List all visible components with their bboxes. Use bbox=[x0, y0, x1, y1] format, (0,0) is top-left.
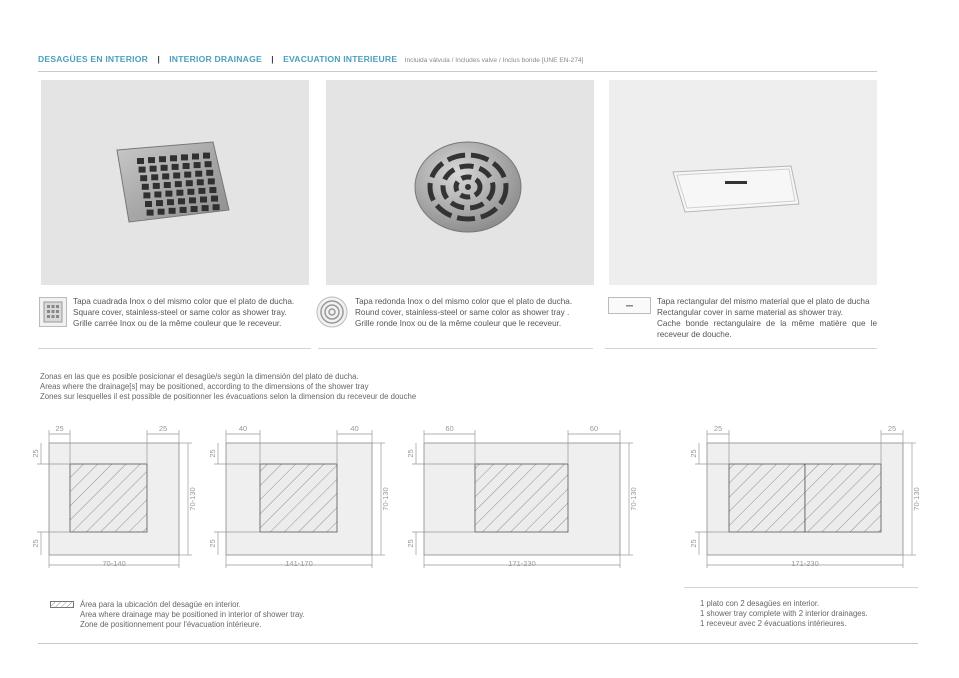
caption-es: Tapa rectangular del mismo material que el plato de ducha bbox=[657, 297, 870, 306]
note-es: 1 plato con 2 desagües en interior. bbox=[700, 599, 820, 608]
double-drain-note bbox=[700, 599, 868, 629]
grate-slot bbox=[195, 171, 202, 177]
caption-en: Rectangular cover in same material as shower tray. bbox=[657, 308, 843, 317]
dim-top-right: 25 bbox=[158, 424, 168, 433]
grate-slot bbox=[170, 155, 177, 161]
grate-slot bbox=[169, 208, 176, 214]
grate-slot bbox=[202, 205, 209, 211]
round-cover-icon bbox=[316, 296, 348, 333]
caption-en: Round cover, stainless-steel or same color as shower tray . bbox=[355, 308, 570, 317]
grate-slot bbox=[172, 164, 179, 170]
grate-slot bbox=[154, 192, 161, 198]
dim-side-top: 25 bbox=[689, 449, 698, 458]
header-divider bbox=[38, 71, 877, 72]
dim-side-bottom: 25 bbox=[31, 539, 40, 548]
title-separator: | bbox=[157, 54, 160, 64]
round-drain-photo bbox=[326, 80, 594, 285]
grate-slot bbox=[194, 162, 201, 168]
dim-top-right: 25 bbox=[887, 424, 897, 433]
dim-side-bottom: 25 bbox=[689, 539, 698, 548]
rectangular-drain-photo bbox=[609, 80, 877, 285]
dim-side-bottom: 25 bbox=[406, 539, 415, 548]
dim-top-left: 25 bbox=[55, 424, 64, 433]
dim-height: 70-130 bbox=[629, 487, 638, 511]
grate-slot bbox=[192, 154, 199, 160]
dim-top-left: 25 bbox=[713, 424, 723, 433]
grate-slot bbox=[178, 198, 185, 204]
grate-slot bbox=[200, 197, 207, 203]
title-es: DESAGÜES EN INTERIOR bbox=[38, 54, 149, 64]
square-cover-caption bbox=[73, 296, 313, 329]
grate-slot bbox=[159, 156, 166, 162]
dim-top-right: 40 bbox=[350, 424, 359, 433]
grate-slot bbox=[162, 173, 169, 179]
hatch-swatch-icon bbox=[50, 601, 74, 608]
grate-slot bbox=[156, 200, 163, 206]
zones-fr: Zones sur lesquelles il est possible de positionner les évacuations selon la dimension du receveur de douche bbox=[40, 392, 417, 401]
note-fr: 1 receveur avec 2 évacuations intérieures. bbox=[700, 619, 847, 628]
rectangular-cover-icon bbox=[608, 297, 651, 319]
valve-note: Incluida válvula / Includes valve / Inclus bonde [UNE EN-274] bbox=[404, 57, 584, 64]
drain-zone bbox=[475, 464, 568, 532]
dim-side-top: 25 bbox=[31, 449, 40, 458]
grate-slot bbox=[183, 163, 190, 169]
title-en: INTERIOR DRAINAGE bbox=[169, 54, 262, 64]
grate-slot bbox=[150, 166, 157, 172]
caption-divider bbox=[318, 348, 593, 349]
square-drain-photo bbox=[41, 80, 309, 285]
grate-slot bbox=[139, 167, 146, 173]
hatch-legend bbox=[50, 600, 305, 630]
grate-slot bbox=[164, 182, 171, 188]
grate-slot bbox=[191, 206, 198, 212]
caption-divider bbox=[38, 348, 311, 349]
grate-slot bbox=[140, 175, 147, 181]
dim-side-top: 25 bbox=[406, 449, 415, 458]
dim-height: 70-130 bbox=[188, 487, 197, 511]
grate-slot bbox=[213, 204, 220, 210]
dimension-diagrams-svg bbox=[0, 420, 959, 580]
zones-es: Zonas en las que es posible posicionar el desagüe/s según la dimensión del plato de ducha. bbox=[40, 372, 359, 381]
dim-top-left: 60 bbox=[445, 424, 454, 433]
dim-width: 171-230 bbox=[508, 559, 536, 568]
grate-slot bbox=[147, 210, 154, 216]
grate-slot bbox=[137, 158, 144, 164]
grate-slot bbox=[161, 165, 168, 171]
grate-slot bbox=[181, 154, 188, 160]
legend-en: Area where drainage may be positioned in interior of shower tray. bbox=[80, 610, 305, 619]
grate-slot bbox=[173, 173, 180, 179]
dim-width: 171-230 bbox=[791, 559, 819, 568]
caption-en: Square cover, stainless-steel or same color as shower tray. bbox=[73, 308, 287, 317]
dim-width: 70-140 bbox=[102, 559, 126, 568]
drain-zone bbox=[729, 464, 805, 532]
drain-zone bbox=[260, 464, 337, 532]
grate-slot bbox=[151, 174, 158, 180]
grate-slot bbox=[165, 191, 172, 197]
grate-slot bbox=[175, 181, 182, 187]
grate-slot bbox=[197, 179, 204, 185]
grate-slot bbox=[203, 153, 210, 159]
legend-fr: Zone de positionnement pour l'évacuation intérieure. bbox=[80, 620, 262, 629]
caption-es: Tapa redonda Inox o del mismo color que el plato de ducha. bbox=[355, 297, 573, 306]
legend-es: Área para la ubicación del desagüe en interior. bbox=[80, 600, 241, 609]
dim-side-top: 25 bbox=[208, 449, 217, 458]
grate-slot bbox=[206, 170, 213, 176]
grate-slot bbox=[186, 180, 193, 186]
grate-slot bbox=[158, 209, 165, 215]
round-cover-caption bbox=[355, 296, 595, 329]
section-header bbox=[38, 54, 876, 72]
grate-slot bbox=[143, 192, 150, 198]
grate-slot bbox=[145, 201, 152, 207]
zones-en: Areas where the drainage[s] may be positioned, according to the dimensions of the shower tray bbox=[40, 382, 369, 391]
grate-slot bbox=[208, 178, 215, 184]
grate-slot bbox=[209, 187, 216, 193]
caption-divider bbox=[605, 348, 877, 349]
note-divider bbox=[684, 587, 918, 588]
grate-slot bbox=[148, 157, 155, 163]
grate-slot bbox=[180, 207, 187, 213]
dim-height: 70-130 bbox=[381, 487, 390, 511]
grate-slot bbox=[205, 161, 212, 167]
caption-fr: Grille carrée Inox ou de la même couleur que le receveur. bbox=[73, 319, 282, 328]
grate-slot bbox=[184, 172, 191, 178]
dim-top-right: 60 bbox=[589, 424, 599, 433]
dim-height: 70-130 bbox=[912, 487, 921, 511]
dim-side-bottom: 25 bbox=[208, 539, 217, 548]
grate-slot bbox=[189, 197, 196, 203]
grate-slot bbox=[167, 199, 174, 205]
grate-slot bbox=[153, 183, 160, 189]
drain-zone bbox=[70, 464, 147, 532]
dim-width: 141-170 bbox=[285, 559, 313, 568]
caption-es: Tapa cuadrada Inox o del mismo color que el plato de ducha. bbox=[73, 297, 295, 306]
caption-fr: Cache bonde rectangulaire de la même matière que le receveur de douche. bbox=[657, 319, 877, 339]
grate-slot bbox=[142, 184, 149, 190]
title-fr: EVACUATION INTERIEURE bbox=[283, 54, 398, 64]
grate-slot bbox=[211, 196, 218, 202]
title-separator: | bbox=[271, 54, 274, 64]
note-en: 1 shower tray complete with 2 interior drainages. bbox=[700, 609, 868, 618]
dim-top-left: 40 bbox=[238, 424, 248, 433]
square-cover-icon bbox=[39, 297, 67, 332]
footer-divider bbox=[38, 643, 918, 644]
drain-zone bbox=[805, 464, 881, 532]
grate-slot bbox=[198, 188, 205, 194]
caption-fr: Grille ronde Inox ou de la même couleur que le receveur. bbox=[355, 319, 562, 328]
rectangular-cover-caption bbox=[657, 296, 877, 340]
drain-zones-description bbox=[40, 372, 416, 402]
grate-slot bbox=[176, 190, 183, 196]
grate-slot bbox=[187, 189, 194, 195]
drain-zone-diagrams bbox=[0, 420, 959, 580]
